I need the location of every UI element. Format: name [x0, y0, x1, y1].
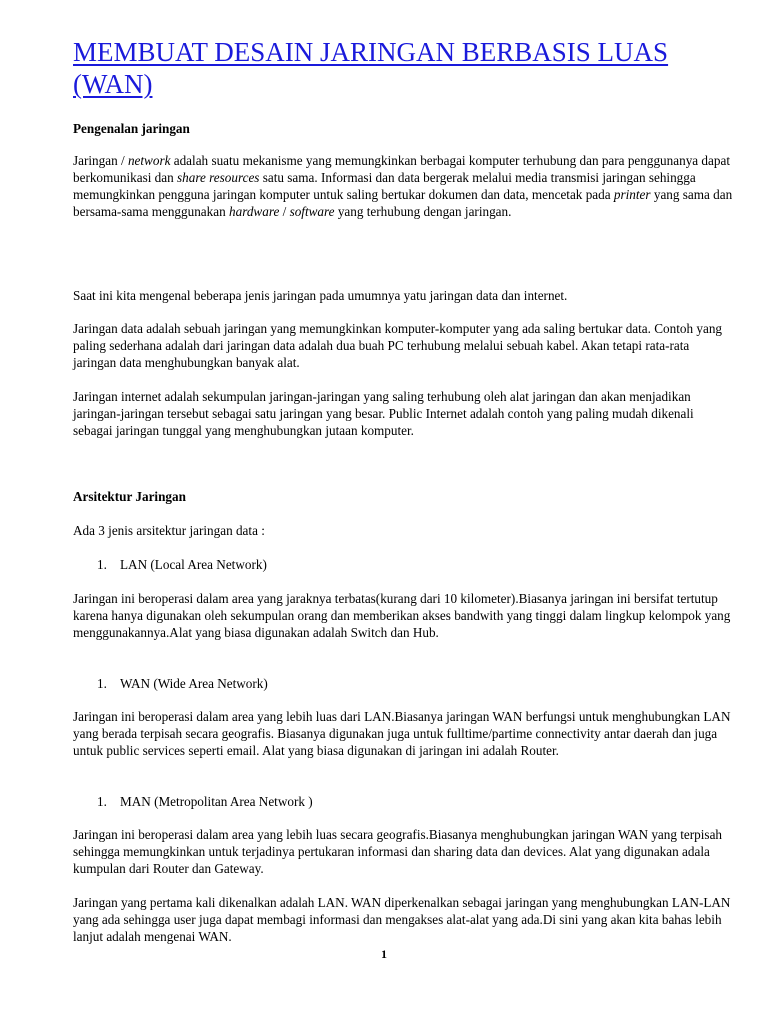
paragraph-data-network: Jaringan data adalah sebuah jaringan yang memungkinkan komputer-komputer yang ada saling bertukar data. Contoh yang paling sederhana adalah dari jaringan data adalah dua buah PC terhubung melalui sebuah kabel. Akan tetapi rata-rata jaringan data menghubungkan banyak alat.: [73, 321, 723, 370]
list-label: LAN (Local Area Network): [120, 557, 267, 572]
list-item-lan: [97, 557, 267, 574]
section-heading-arsitektur: Arsitektur Jaringan: [73, 489, 186, 504]
list-number: 1.: [97, 794, 107, 809]
list-item-wan: [97, 676, 268, 693]
list-number: 1.: [97, 557, 107, 572]
intro-text-1: Jaringan /: [73, 153, 128, 168]
intro-text-3: satu sama. Informasi dan data bergerak melalui media transmisi jaringan sehingga memungkinkan pengguna jaringan komputer untuk saling bertukar dokumen dan data, mencetak pada: [73, 169, 696, 202]
paragraph-closing: Jaringan yang pertama kali dikenalkan adalah LAN. WAN diperkenalkan sebagai jaringan yang menghubungkan LAN-LAN yang ada sehingga user juga dapat membagi informasi dan mengakses alat-alat yang ada.Di sini yang akan kita bahas lebih lanjut adalah mengenai WAN.: [73, 895, 731, 944]
list-label: WAN (Wide Area Network): [120, 676, 268, 691]
intro-italic-share-resources: share resources: [177, 169, 260, 185]
list-number: 1.: [97, 676, 107, 691]
intro-italic-printer: printer: [613, 186, 651, 202]
list-item-man: [97, 794, 313, 811]
intro-text-5: /: [279, 203, 290, 219]
intro-italic-hardware: hardware: [229, 203, 280, 219]
paragraph-network-types: Saat ini kita mengenal beberapa jenis jaringan pada umumnya yatu jaringan data dan internet.: [73, 288, 568, 303]
intro-italic-network: network: [127, 153, 171, 168]
document-title[interactable]: MEMBUAT DESAIN JARINGAN BERBASIS LUAS (WAN): [73, 37, 669, 99]
paragraph-lan-description: Jaringan ini beroperasi dalam area yang jaraknya terbatas(kurang dari 10 kilometer).Biasanya jaringan ini bersifat tertutup karena hanya digunakan oleh sekumpulan orang dan memberikan akses bandwith yang tinggi dalam lingkup kelompok yang menggunakannya.Alat yang biasa digunakan adalah Switch dan Hub.: [73, 591, 731, 640]
paragraph-wan-description: Jaringan ini beroperasi dalam area yang lebih luas dari LAN.Biasanya jaringan WAN berfungsi untuk menghubungkan LAN yang berada terpisah secara geografis. Biasanya digunakan juga untuk fulltime/partime connectivity antar daerah dan juga untuk public services seperti email. Alat yang biasa digunakan di jaringan ini adalah Router.: [73, 709, 731, 758]
list-label: MAN (Metropolitan Area Network ): [120, 794, 313, 809]
section-heading-pengenalan: Pengenalan jaringan: [73, 121, 190, 136]
paragraph-intro: [73, 153, 733, 221]
intro-italic-software: software: [289, 203, 335, 219]
paragraph-internet: Jaringan internet adalah sekumpulan jaringan-jaringan yang saling terhubung oleh alat jaringan dan akan menjadikan jaringan-jaringan tersebut sebagai satu jaringan yang besar. Public Internet adalah contoh yang paling mudah dikenali sebagai jaringan tunggal yang menghubungkan jutaan komputer.: [73, 389, 694, 438]
intro-text-2: adalah suatu mekanisme yang memungkinkan berbagai komputer terhubung dan para penggunanya dapat berkomunikasi dan: [73, 153, 730, 185]
intro-text-6: yang terhubung dengan jaringan.: [334, 203, 512, 219]
intro-text-4: yang sama dan bersama-sama menggunakan: [73, 186, 733, 219]
paragraph-man-description: Jaringan ini beroperasi dalam area yang lebih luas secara geografis.Biasanya menghubungkan jaringan WAN yang terpisah sehingga memungkinkan untuk terjadinya pertukaran informasi dan sharing data dan devices. Alat yang digunakan adala kumpulan dari Router dan Gateway.: [73, 827, 723, 876]
paragraph-arch-intro: Ada 3 jenis arsitektur jaringan data :: [73, 523, 265, 538]
page-number: 1: [381, 947, 387, 961]
